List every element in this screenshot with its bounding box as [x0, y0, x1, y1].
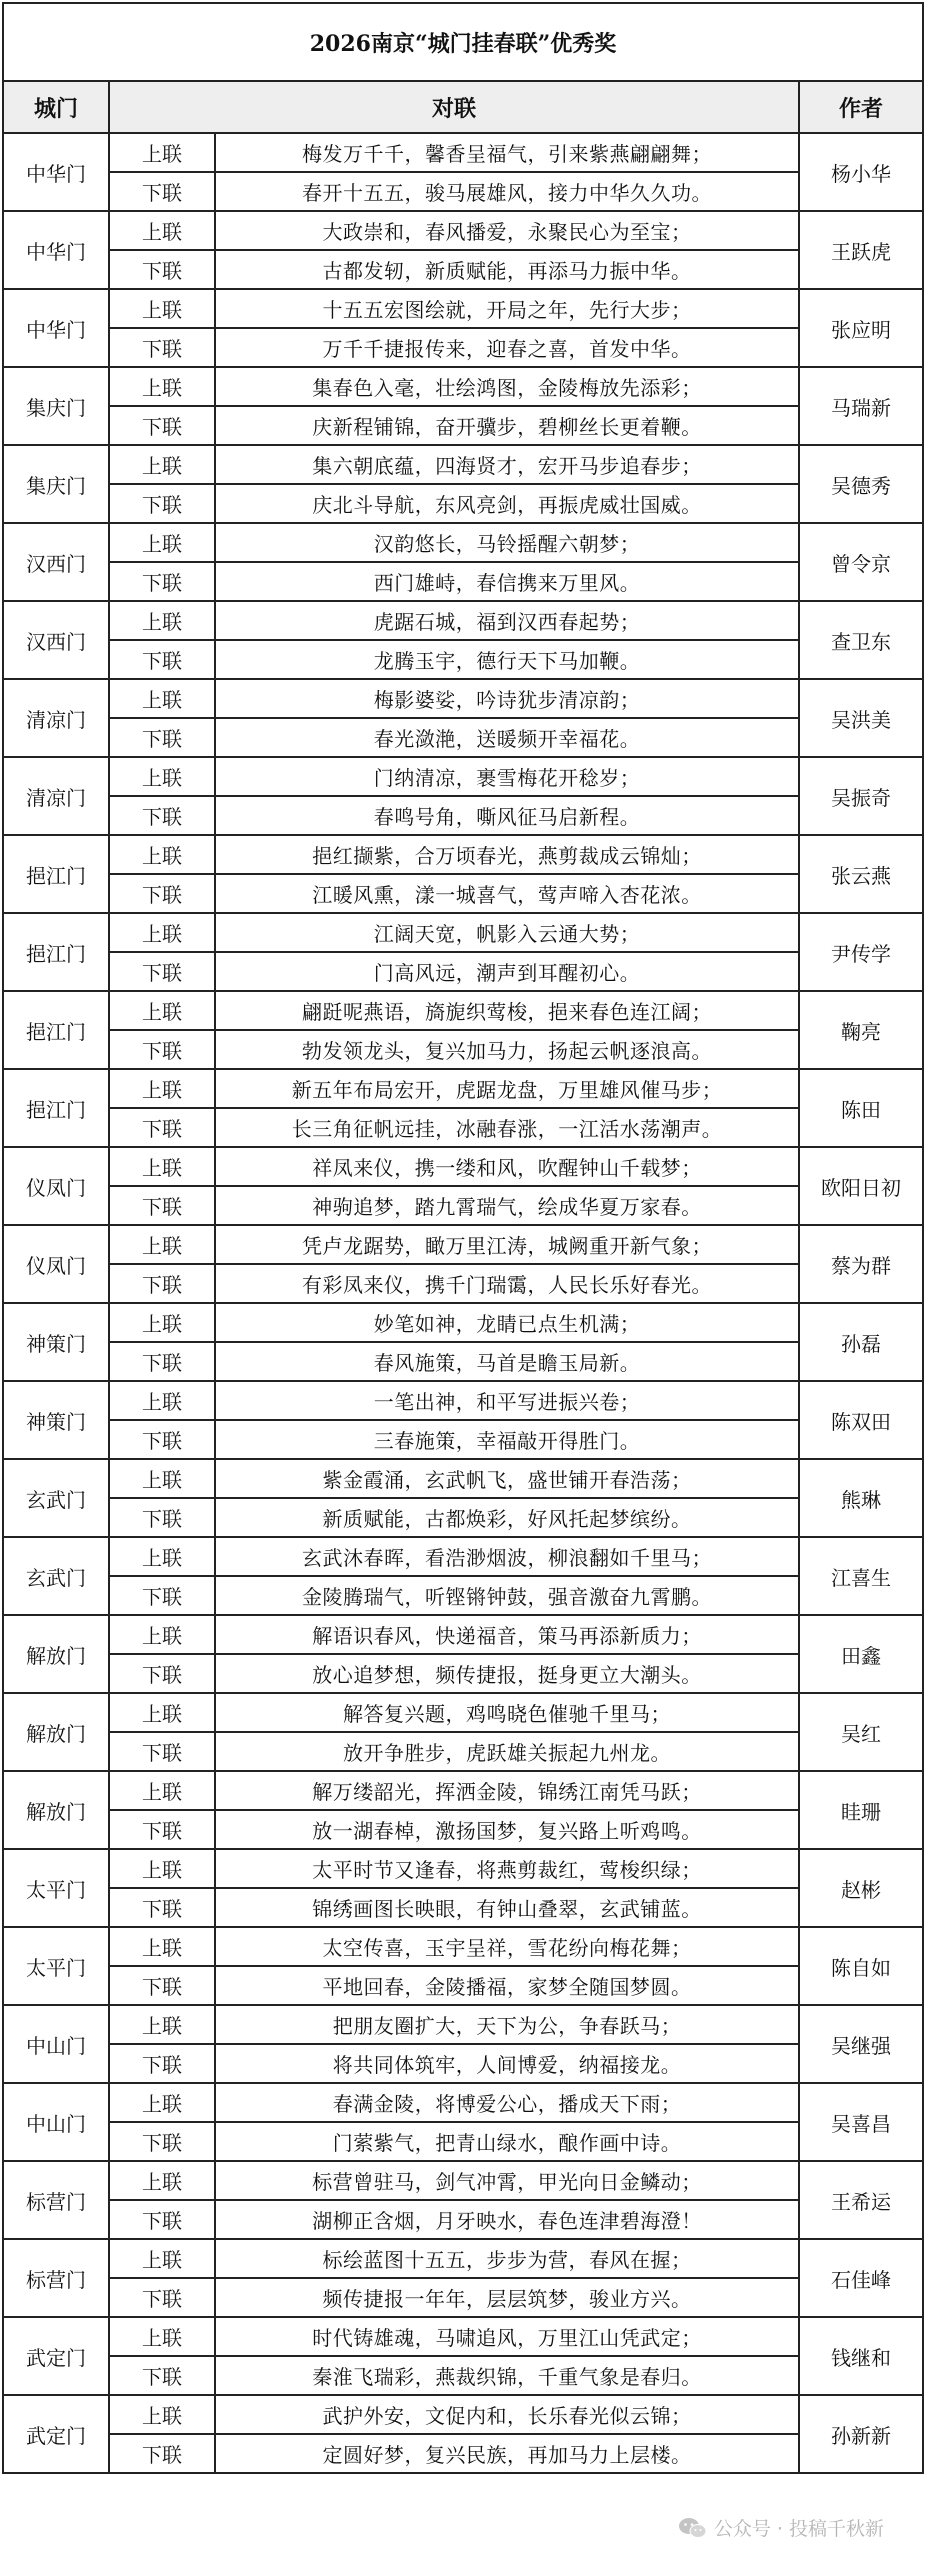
- entry-row-upper: [3, 991, 923, 1030]
- upper-couplet: 太空传喜，玉宇呈祥，雪花纷向梅花舞；: [215, 1927, 799, 1966]
- entry-row-upper: [3, 1693, 923, 1732]
- entry-row-lower: [3, 1186, 923, 1225]
- author-name: 蔡为群: [799, 1225, 923, 1303]
- author-name: 孙磊: [799, 1303, 923, 1381]
- upper-label: 上联: [109, 211, 215, 250]
- upper-couplet: 解语识春风，快递福音，策马再添新质力；: [215, 1615, 799, 1654]
- upper-couplet: 大政崇和，春风播爱，永聚民心为至宝；: [215, 211, 799, 250]
- upper-couplet: 江阔天宽，帆影入云通大势；: [215, 913, 799, 952]
- lower-label: 下联: [109, 2122, 215, 2161]
- gate-name: 仪凤门: [3, 1147, 109, 1225]
- lower-couplet: 春光潋滟，送暖频开幸福花。: [215, 718, 799, 757]
- entry-row-upper: [3, 2161, 923, 2200]
- lower-couplet: 有彩凤来仪，携千门瑞霭，人民长乐好春光。: [215, 1264, 799, 1303]
- entry-row-upper: [3, 601, 923, 640]
- upper-label: 上联: [109, 1771, 215, 1810]
- gate-name: 挹江门: [3, 991, 109, 1069]
- gate-name: 解放门: [3, 1771, 109, 1849]
- author-name: 江喜生: [799, 1537, 923, 1615]
- entry-row-lower: [3, 1576, 923, 1615]
- upper-couplet: 一笔出神，和平写进振兴卷；: [215, 1381, 799, 1420]
- entry-row-lower: [3, 2044, 923, 2083]
- lower-couplet: 春鸣号角，嘶风征马启新程。: [215, 796, 799, 835]
- gate-name: 挹江门: [3, 913, 109, 991]
- upper-label: 上联: [109, 367, 215, 406]
- upper-label: 上联: [109, 757, 215, 796]
- upper-couplet: 把朋友圈扩大，天下为公，争春跃马；: [215, 2005, 799, 2044]
- entry-row-upper: [3, 1849, 923, 1888]
- entry-row-upper: [3, 133, 923, 172]
- gate-name: 中华门: [3, 133, 109, 211]
- entry-row-lower: [3, 484, 923, 523]
- upper-couplet: 翩跹呢燕语，旖旎织莺梭，挹来春色连江阔；: [215, 991, 799, 1030]
- lower-label: 下联: [109, 1576, 215, 1615]
- entry-row-lower: [3, 2200, 923, 2239]
- lower-couplet: 秦淮飞瑞彩，燕裁织锦，千重气象是春归。: [215, 2356, 799, 2395]
- entry-row-upper: [3, 2083, 923, 2122]
- header-couplet: 对联: [109, 81, 799, 133]
- entry-row-lower: [3, 2278, 923, 2317]
- lower-label: 下联: [109, 1342, 215, 1381]
- gate-name: 清凉门: [3, 679, 109, 757]
- upper-label: 上联: [109, 1537, 215, 1576]
- gate-name: 玄武门: [3, 1459, 109, 1537]
- upper-couplet: 集春色入毫，壮绘鸿图，金陵梅放先添彩；: [215, 367, 799, 406]
- upper-label: 上联: [109, 1693, 215, 1732]
- table-title: 2026南京“城门挂春联”优秀奖: [3, 3, 923, 81]
- lower-label: 下联: [109, 1654, 215, 1693]
- lower-couplet: 三春施策，幸福敲开得胜门。: [215, 1420, 799, 1459]
- lower-label: 下联: [109, 1498, 215, 1537]
- watermark: [672, 2512, 890, 2543]
- lower-couplet: 春开十五五，骏马展雄风，接力中华久久功。: [215, 172, 799, 211]
- header-author: 作者: [799, 81, 923, 133]
- gate-name: 仪凤门: [3, 1225, 109, 1303]
- upper-couplet: 妙笔如神，龙睛已点生机满；: [215, 1303, 799, 1342]
- upper-couplet: 紫金霞涌，玄武帆飞，盛世铺开春浩荡；: [215, 1459, 799, 1498]
- entry-row-lower: [3, 874, 923, 913]
- gate-name: 标营门: [3, 2161, 109, 2239]
- entry-row-upper: [3, 757, 923, 796]
- gate-name: 汉西门: [3, 601, 109, 679]
- upper-couplet: 标营曾驻马，剑气冲霄，甲光向日金鳞动；: [215, 2161, 799, 2200]
- gate-name: 武定门: [3, 2395, 109, 2473]
- upper-couplet: 太平时节又逢春，将燕剪裁红，莺梭织绿；: [215, 1849, 799, 1888]
- gate-name: 神策门: [3, 1303, 109, 1381]
- lower-label: 下联: [109, 250, 215, 289]
- lower-couplet: 万千千捷报传来，迎春之喜，首发中华。: [215, 328, 799, 367]
- entry-row-upper: [3, 1303, 923, 1342]
- entry-row-lower: [3, 1732, 923, 1771]
- author-name: 孙新新: [799, 2395, 923, 2473]
- gate-name: 清凉门: [3, 757, 109, 835]
- entry-row-lower: [3, 718, 923, 757]
- entry-row-upper: [3, 1069, 923, 1108]
- author-name: 张云燕: [799, 835, 923, 913]
- lower-couplet: 门萦紫气，把青山绿水，酿作画中诗。: [215, 2122, 799, 2161]
- upper-label: 上联: [109, 1303, 215, 1342]
- gate-name: 武定门: [3, 2317, 109, 2395]
- gate-name: 中华门: [3, 289, 109, 367]
- author-name: 查卫东: [799, 601, 923, 679]
- upper-label: 上联: [109, 1927, 215, 1966]
- lower-label: 下联: [109, 1732, 215, 1771]
- lower-label: 下联: [109, 718, 215, 757]
- upper-couplet: 虎踞石城，福到汉西春起势；: [215, 601, 799, 640]
- author-name: 王希运: [799, 2161, 923, 2239]
- lower-label: 下联: [109, 1966, 215, 2005]
- upper-label: 上联: [109, 2317, 215, 2356]
- author-name: 眭珊: [799, 1771, 923, 1849]
- lower-couplet: 庆新程铺锦，奋开骥步，碧柳丝长更着鞭。: [215, 406, 799, 445]
- upper-couplet: 凭卢龙踞势，瞰万里江涛，城阙重开新气象；: [215, 1225, 799, 1264]
- lower-couplet: 将共同体筑牢，人间博爱，纳福接龙。: [215, 2044, 799, 2083]
- lower-couplet: 神驹追梦，踏九霄瑞气，绘成华夏万家春。: [215, 1186, 799, 1225]
- entry-row-lower: [3, 1342, 923, 1381]
- lower-couplet: 长三角征帆远挂，冰融春涨，一江活水荡潮声。: [215, 1108, 799, 1147]
- gate-name: 中山门: [3, 2083, 109, 2161]
- lower-label: 下联: [109, 406, 215, 445]
- entry-row-lower: [3, 1420, 923, 1459]
- lower-couplet: 新质赋能，古都焕彩，好风托起梦缤纷。: [215, 1498, 799, 1537]
- gate-name: 挹江门: [3, 1069, 109, 1147]
- upper-label: 上联: [109, 2083, 215, 2122]
- lower-label: 下联: [109, 562, 215, 601]
- gate-name: 标营门: [3, 2239, 109, 2317]
- author-name: 鞠亮: [799, 991, 923, 1069]
- entry-row-upper: [3, 445, 923, 484]
- lower-label: 下联: [109, 1186, 215, 1225]
- entry-row-upper: [3, 1927, 923, 1966]
- entry-row-lower: [3, 250, 923, 289]
- entry-row-upper: [3, 913, 923, 952]
- upper-couplet: 标绘蓝图十五五，步步为营，春风在握；: [215, 2239, 799, 2278]
- author-name: 杨小华: [799, 133, 923, 211]
- author-name: 熊琳: [799, 1459, 923, 1537]
- lower-couplet: 门高风远，潮声到耳醒初心。: [215, 952, 799, 991]
- author-name: 陈自如: [799, 1927, 923, 2005]
- upper-couplet: 解万缕韶光，挥洒金陵，锦绣江南凭马跃；: [215, 1771, 799, 1810]
- lower-label: 下联: [109, 484, 215, 523]
- entry-row-lower: [3, 1498, 923, 1537]
- upper-couplet: 梅影婆娑，吟诗犹步清凉韵；: [215, 679, 799, 718]
- lower-couplet: 龙腾玉宇，德行天下马加鞭。: [215, 640, 799, 679]
- entry-row-lower: [3, 640, 923, 679]
- entry-row-lower: [3, 406, 923, 445]
- entry-row-upper: [3, 289, 923, 328]
- wechat-icon: [678, 2516, 708, 2540]
- entry-row-upper: [3, 1771, 923, 1810]
- gate-name: 解放门: [3, 1693, 109, 1771]
- upper-couplet: 新五年布局宏开，虎踞龙盘，万里雄风催马步；: [215, 1069, 799, 1108]
- entry-row-lower: [3, 2122, 923, 2161]
- lower-couplet: 江暖风熏，漾一城喜气，莺声啼入杏花浓。: [215, 874, 799, 913]
- entry-row-upper: [3, 367, 923, 406]
- author-name: 陈田: [799, 1069, 923, 1147]
- award-table: [2, 2, 924, 2474]
- upper-label: 上联: [109, 1069, 215, 1108]
- author-name: 曾令京: [799, 523, 923, 601]
- entry-row-lower: [3, 2434, 923, 2473]
- entry-row-lower: [3, 1966, 923, 2005]
- entry-row-upper: [3, 2395, 923, 2434]
- upper-label: 上联: [109, 523, 215, 562]
- upper-couplet: 十五五宏图绘就，开局之年，先行大步；: [215, 289, 799, 328]
- lower-couplet: 西门雄峙，春信携来万里风。: [215, 562, 799, 601]
- gate-name: 太平门: [3, 1927, 109, 2005]
- entry-row-lower: [3, 796, 923, 835]
- upper-label: 上联: [109, 1459, 215, 1498]
- entry-row-lower: [3, 2356, 923, 2395]
- entry-row-lower: [3, 1030, 923, 1069]
- lower-label: 下联: [109, 1030, 215, 1069]
- entry-row-lower: [3, 172, 923, 211]
- lower-label: 下联: [109, 172, 215, 211]
- upper-couplet: 武护外安，文促内和，长乐春光似云锦；: [215, 2395, 799, 2434]
- author-name: 吴红: [799, 1693, 923, 1771]
- upper-couplet: 挹红撷紫，合万顷春光，燕剪裁成云锦灿；: [215, 835, 799, 874]
- author-name: 吴喜昌: [799, 2083, 923, 2161]
- author-name: 张应明: [799, 289, 923, 367]
- lower-couplet: 锦绣画图长映眼，有钟山叠翠，玄武铺蓝。: [215, 1888, 799, 1927]
- author-name: 赵彬: [799, 1849, 923, 1927]
- lower-couplet: 古都发轫，新质赋能，再添马力振中华。: [215, 250, 799, 289]
- entry-row-upper: [3, 1537, 923, 1576]
- lower-label: 下联: [109, 796, 215, 835]
- entry-row-lower: [3, 1888, 923, 1927]
- gate-name: 玄武门: [3, 1537, 109, 1615]
- upper-couplet: 梅发万千千，馨香呈福气，引来紫燕翩翩舞；: [215, 133, 799, 172]
- upper-label: 上联: [109, 2395, 215, 2434]
- gate-name: 解放门: [3, 1615, 109, 1693]
- lower-label: 下联: [109, 952, 215, 991]
- entry-row-upper: [3, 1225, 923, 1264]
- lower-couplet: 庆北斗导航，东风亮剑，再振虎威壮国威。: [215, 484, 799, 523]
- entry-row-lower: [3, 1654, 923, 1693]
- upper-couplet: 门纳清凉，裹雪梅花开稔岁；: [215, 757, 799, 796]
- author-name: 吴继强: [799, 2005, 923, 2083]
- author-name: 欧阳日初: [799, 1147, 923, 1225]
- header-gate: 城门: [3, 81, 109, 133]
- author-name: 石佳峰: [799, 2239, 923, 2317]
- lower-couplet: 金陵腾瑞气，听铿锵钟鼓，强音激奋九霄鹏。: [215, 1576, 799, 1615]
- gate-name: 中山门: [3, 2005, 109, 2083]
- upper-label: 上联: [109, 679, 215, 718]
- entry-row-lower: [3, 1108, 923, 1147]
- author-name: 吴洪美: [799, 679, 923, 757]
- upper-label: 上联: [109, 1381, 215, 1420]
- lower-couplet: 定圆好梦，复兴民族，再加马力上层楼。: [215, 2434, 799, 2473]
- lower-label: 下联: [109, 1264, 215, 1303]
- entry-row-upper: [3, 1147, 923, 1186]
- lower-label: 下联: [109, 640, 215, 679]
- lower-couplet: 放心追梦想，频传捷报，挺身更立大潮头。: [215, 1654, 799, 1693]
- entry-row-lower: [3, 1264, 923, 1303]
- upper-couplet: 解答复兴题，鸡鸣晓色催驰千里马；: [215, 1693, 799, 1732]
- upper-label: 上联: [109, 445, 215, 484]
- upper-label: 上联: [109, 1615, 215, 1654]
- entry-row-upper: [3, 2317, 923, 2356]
- lower-label: 下联: [109, 2278, 215, 2317]
- lower-couplet: 放开争胜步，虎跃雄关振起九州龙。: [215, 1732, 799, 1771]
- lower-couplet: 勃发领龙头，复兴加马力，扬起云帆逐浪高。: [215, 1030, 799, 1069]
- table-body: [3, 133, 923, 2473]
- upper-label: 上联: [109, 133, 215, 172]
- upper-couplet: 玄武沐春晖，看浩渺烟波，柳浪翻如千里马；: [215, 1537, 799, 1576]
- lower-label: 下联: [109, 874, 215, 913]
- entry-row-upper: [3, 1459, 923, 1498]
- lower-couplet: 放一湖春棹，激扬国梦，复兴路上听鸡鸣。: [215, 1810, 799, 1849]
- upper-label: 上联: [109, 991, 215, 1030]
- lower-couplet: 频传捷报一年年，层层筑梦，骏业方兴。: [215, 2278, 799, 2317]
- entry-row-upper: [3, 1615, 923, 1654]
- entry-row-lower: [3, 562, 923, 601]
- upper-label: 上联: [109, 2239, 215, 2278]
- upper-couplet: 时代铸雄魂，马啸追风，万里江山凭武定；: [215, 2317, 799, 2356]
- entry-row-upper: [3, 835, 923, 874]
- upper-label: 上联: [109, 289, 215, 328]
- entry-row-upper: [3, 523, 923, 562]
- upper-label: 上联: [109, 913, 215, 952]
- author-name: 吴振奇: [799, 757, 923, 835]
- upper-label: 上联: [109, 601, 215, 640]
- gate-name: 神策门: [3, 1381, 109, 1459]
- lower-label: 下联: [109, 2356, 215, 2395]
- gate-name: 集庆门: [3, 445, 109, 523]
- author-name: 田鑫: [799, 1615, 923, 1693]
- author-name: 王跃虎: [799, 211, 923, 289]
- lower-couplet: 平地回春，金陵播福，家梦全随国梦圆。: [215, 1966, 799, 2005]
- upper-couplet: 集六朝底蕴，四海贤才，宏开马步追春步；: [215, 445, 799, 484]
- author-name: 陈双田: [799, 1381, 923, 1459]
- entry-row-upper: [3, 211, 923, 250]
- gate-name: 中华门: [3, 211, 109, 289]
- gate-name: 挹江门: [3, 835, 109, 913]
- lower-label: 下联: [109, 1108, 215, 1147]
- gate-name: 汉西门: [3, 523, 109, 601]
- upper-label: 上联: [109, 1147, 215, 1186]
- gate-name: 太平门: [3, 1849, 109, 1927]
- entry-row-lower: [3, 328, 923, 367]
- author-name: 钱继和: [799, 2317, 923, 2395]
- lower-label: 下联: [109, 1420, 215, 1459]
- upper-label: 上联: [109, 2005, 215, 2044]
- upper-label: 上联: [109, 1849, 215, 1888]
- author-name: 尹传学: [799, 913, 923, 991]
- lower-label: 下联: [109, 1810, 215, 1849]
- entry-row-upper: [3, 2005, 923, 2044]
- entry-row-lower: [3, 1810, 923, 1849]
- upper-label: 上联: [109, 1225, 215, 1264]
- entry-row-upper: [3, 679, 923, 718]
- upper-label: 上联: [109, 835, 215, 874]
- upper-couplet: 春满金陵，将博爱公心，播成天下雨；: [215, 2083, 799, 2122]
- lower-couplet: 春风施策，马首是瞻玉局新。: [215, 1342, 799, 1381]
- entry-row-upper: [3, 2239, 923, 2278]
- upper-couplet: 祥凤来仪，携一缕和风，吹醒钟山千载梦；: [215, 1147, 799, 1186]
- gate-name: 集庆门: [3, 367, 109, 445]
- entry-row-upper: [3, 1381, 923, 1420]
- lower-label: 下联: [109, 1888, 215, 1927]
- lower-label: 下联: [109, 2434, 215, 2473]
- lower-label: 下联: [109, 328, 215, 367]
- upper-label: 上联: [109, 2161, 215, 2200]
- author-name: 吴德秀: [799, 445, 923, 523]
- upper-couplet: 汉韵悠长，马铃摇醒六朝梦；: [215, 523, 799, 562]
- lower-couplet: 湖柳正含烟，月牙映水，春色连津碧海澄！: [215, 2200, 799, 2239]
- lower-label: 下联: [109, 2200, 215, 2239]
- entry-row-lower: [3, 952, 923, 991]
- lower-label: 下联: [109, 2044, 215, 2083]
- author-name: 马瑞新: [799, 367, 923, 445]
- watermark-text: 公众号 · 投稿千秋新: [713, 2518, 884, 2540]
